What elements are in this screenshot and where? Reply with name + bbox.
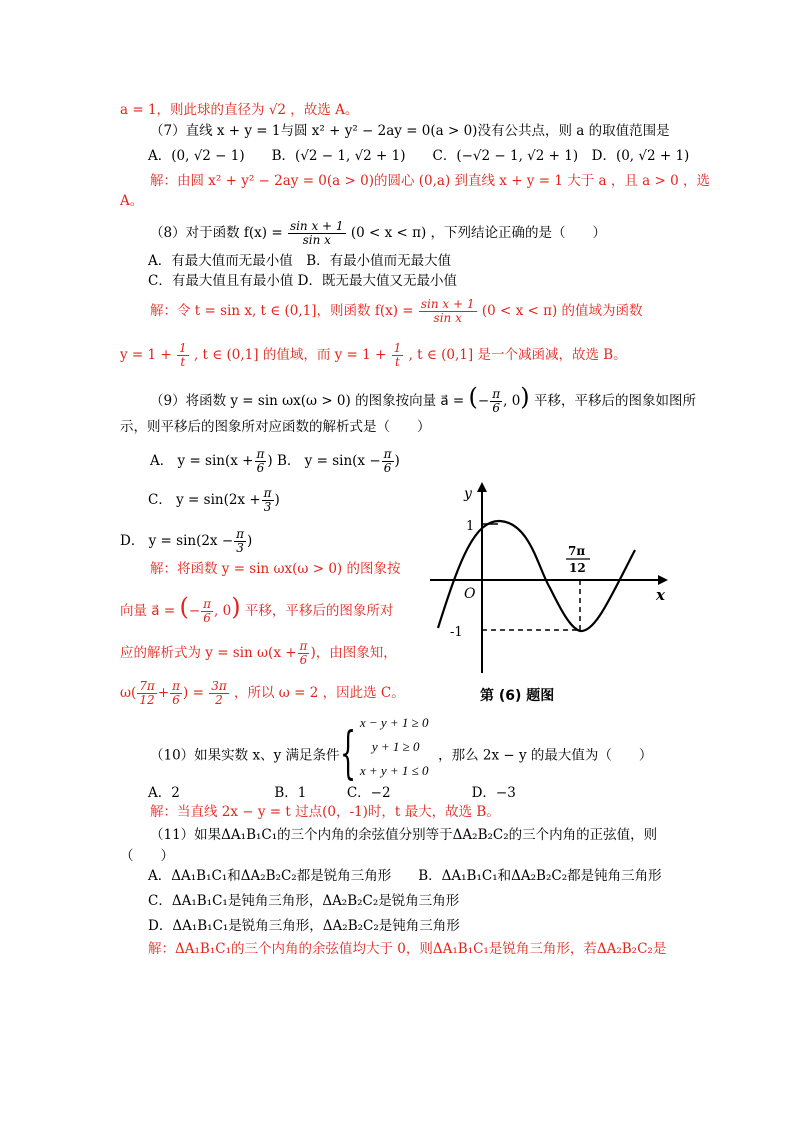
q9s2-text-a: 向量 a⃗ = xyxy=(120,603,176,619)
paren-r: ) xyxy=(267,453,273,469)
question-8-solution-1 xyxy=(150,298,643,325)
q8s-text-a: 解：令 t = sin x, t ∈ (0,1]，则函数 f(x) = xyxy=(150,303,414,319)
y-axis-arrow-icon xyxy=(477,482,487,492)
paren-r: ) xyxy=(274,492,280,508)
frac-den: 6 xyxy=(492,401,500,415)
question-9-line-1 xyxy=(150,383,696,415)
frac-den: 3 xyxy=(236,541,244,555)
question-9-solution-3 xyxy=(120,640,397,667)
q8-text-b: (0 < x < π) ，下列结论正确的是（ ） xyxy=(350,225,607,241)
q8-fraction xyxy=(288,220,346,247)
frac-den: sin x xyxy=(302,233,331,247)
frac-num: π xyxy=(383,447,392,461)
q9s2-text-b: 平移，平移后的图象所对 xyxy=(244,603,394,619)
x-axis-label: x xyxy=(656,586,665,604)
q9s4-frac-1 xyxy=(137,680,157,707)
frac-num: sin x + 1 xyxy=(289,219,344,233)
origin-label: O xyxy=(464,586,476,602)
y-axis-label: y xyxy=(464,486,472,502)
paren-r: ) xyxy=(394,453,400,469)
question-11-line-2: （ ） xyxy=(120,848,174,864)
brace-icon: { xyxy=(339,721,356,786)
question-9-line-2: 示，则平移后的图象所对应函数的解析式是（ ） xyxy=(120,419,431,435)
frac-num: π xyxy=(203,597,212,611)
q9s4-frac-2 xyxy=(170,680,182,707)
question-7-options: A．(0, √2 − 1) B．(√2 − 1, √2 + 1) C．(−√2 − 1, √2 + 1) D．(0, √2 + 1) xyxy=(148,148,690,164)
constraint-system xyxy=(339,715,434,790)
q9-option-a-frac xyxy=(255,448,267,475)
line-prev-answer: a = 1，则此球的直径为 √2 ，故选 A。 xyxy=(120,102,359,118)
vector-paren-r: ) xyxy=(520,383,530,411)
question-10-solution: 解：当直线 2x − y = t 过点(0，-1)时，t 最大，故选 B。 xyxy=(150,804,500,820)
q9-option-c-frac xyxy=(262,487,274,514)
q9s3-fraction xyxy=(298,640,310,667)
question-7: （7）直线 x + y = 1与圆 x² + y² − 2ay = 0(a > 0)没有公共点，则 a 的取值范围是 xyxy=(150,123,670,139)
frac-den: sin x xyxy=(433,311,462,325)
question-8-solution-2 xyxy=(120,342,627,369)
x-axis-arrow-icon xyxy=(658,575,668,585)
constraint-2: y + 1 ≥ 0 xyxy=(371,739,420,754)
q8s2-text-b: , t ∈ (0,1] 的值域，而 y = 1 + xyxy=(193,347,387,363)
question-11-line-1: （11）如果ΔA₁B₁C₁的三个内角的余弦值分别等于ΔA₂B₂C₂的三个内角的正弦值，则 xyxy=(150,827,658,843)
frac-den: 12 xyxy=(139,693,155,707)
frac-num: π xyxy=(263,486,272,500)
frac-den: 3 xyxy=(263,500,272,514)
vector-zero: , 0 xyxy=(503,393,521,409)
vector-paren-l: ( xyxy=(179,593,189,621)
constraint-1: x − y + 1 ≥ 0 xyxy=(359,715,429,730)
question-10-options: A．2 B．1 C．−2 D．−3 xyxy=(148,785,516,801)
peak-label-denominator: 12 xyxy=(569,561,586,575)
frac-den: 6 xyxy=(203,611,211,625)
frac-num: π xyxy=(256,447,265,461)
tick-minus-one-label: -1 xyxy=(450,625,463,640)
q8-text-a: （8）对于函数 f(x) = xyxy=(150,225,283,241)
tick-one-label: 1 xyxy=(466,519,475,534)
q9s3-text-b: )，由图象知， xyxy=(310,645,397,661)
question-8-option-1: A．有最大值而无最小值 B．有最小值而无最大值 xyxy=(148,253,452,269)
q9-text-b: 平移，平移后的图象如图所 xyxy=(533,393,696,409)
sine-graph-figure xyxy=(420,478,670,718)
frac-den: 6 xyxy=(256,461,265,475)
q9s4-frac-3 xyxy=(209,680,229,707)
q8s2-fraction-2 xyxy=(392,342,404,369)
q9s3-text-a: 应的解析式为 y = sin ω(x + xyxy=(120,645,297,661)
q9s4-text-c: ，所以 ω = 2 ，因此选 C。 xyxy=(234,685,405,701)
q10-text-a: （10）如果实数 x、y 满足条件 xyxy=(150,747,340,764)
frac-num: π xyxy=(236,527,245,541)
figure-caption: 第 (6) 题图 xyxy=(480,688,555,704)
q8s2-text-a: y = 1 + xyxy=(120,347,172,363)
question-9-option-d xyxy=(120,528,252,555)
frac-num: 7π xyxy=(139,679,155,693)
frac-num: sin x + 1 xyxy=(420,297,475,311)
q9s4-text-a: ω( xyxy=(120,685,137,701)
question-11-option-ab: A．ΔA₁B₁C₁和ΔA₂B₂C₂都是锐角三角形 B．ΔA₁B₁C₁和ΔA₂B₂C₂都是钝角三角形 xyxy=(148,868,662,884)
q9-vector-fraction xyxy=(490,388,502,415)
question-11-solution: 解：ΔA₁B₁C₁的三个内角的余弦值均大于 0，则ΔA₁B₁C₁是锐角三角形，若ΔA₂B₂C₂是 xyxy=(148,941,667,957)
q9-option-d-frac xyxy=(234,528,246,555)
question-8 xyxy=(150,220,606,247)
frac-num: 1 xyxy=(393,341,402,355)
frac-num: π xyxy=(492,387,501,401)
vector-minus: − xyxy=(477,393,490,409)
question-11-option-d: D．ΔA₁B₁C₁是锐角三角形，ΔA₂B₂C₂是钝角三角形 xyxy=(148,918,460,934)
q9-option-b-frac xyxy=(382,448,394,475)
frac-den: 6 xyxy=(172,693,180,707)
frac-den: 6 xyxy=(299,653,308,667)
q9-option-c-text: C． y = sin(2x + xyxy=(148,492,261,508)
q9-text-a: （9）将函数 y = sin ωx(ω > 0) 的图象按向量 a⃗ = xyxy=(150,393,465,409)
peak-label-numerator: 7π xyxy=(568,544,586,558)
frac-num: 3π xyxy=(211,679,227,693)
q9-option-d-text: D． y = sin(2x − xyxy=(120,533,234,549)
vector-paren-r: ) xyxy=(231,593,241,621)
question-9-solution-4: ω( $\frac{7\pi}{12}$ + $\frac{\pi}{6}$ ) = $\frac{3\pi}{2}$ ，所以 ω = 2 ，因此选 C。 xyxy=(120,679,405,707)
q8s2-text-c: , t ∈ (0,1] 是一个减函减，故选 B。 xyxy=(408,347,627,363)
frac-den: 6 xyxy=(383,461,392,475)
q9s4-text-b: ) = xyxy=(183,685,204,701)
frac-den: 2 xyxy=(215,693,223,707)
question-9-solution-2 xyxy=(120,593,394,625)
q9-option-a: A． y = sin(x + xyxy=(150,453,254,469)
vector-zero: , 0 xyxy=(214,603,232,619)
question-10 xyxy=(150,715,653,790)
frac-den: t xyxy=(395,355,400,369)
q9-option-b: B． y = sin(x − xyxy=(276,453,381,469)
frac-num: π xyxy=(172,679,181,693)
q8s-fraction xyxy=(419,298,477,325)
q10-text-b: ，那么 2x − y 的最大值为（ ） xyxy=(438,747,653,764)
paren-r: ) xyxy=(247,533,253,549)
question-9-solution-1: 解：将函数 y = sin ωx(ω > 0) 的图象按 xyxy=(150,561,401,577)
q8s-text-b: (0 < x < π) 的值域为函数 xyxy=(481,303,643,319)
vector-minus: − xyxy=(188,603,201,619)
constraint-3: x + y + 1 ≤ 0 xyxy=(359,763,429,778)
question-9-option-c xyxy=(148,487,280,514)
question-8-option-2: C．有最大值且有最小值 D．既无最大值又无最小值 xyxy=(148,273,457,289)
vector-paren-l: ( xyxy=(468,383,478,411)
question-7-solution-2: A。 xyxy=(120,193,144,209)
q8s2-fraction-1 xyxy=(177,342,189,369)
question-11-option-c: C．ΔA₁B₁C₁是钝角三角形，ΔA₂B₂C₂是锐角三角形 xyxy=(148,893,460,909)
sine-curve xyxy=(438,521,635,631)
frac-den: t xyxy=(180,355,186,369)
question-7-solution-1: 解：由圆 x² + y² − 2ay = 0(a > 0)的圆心 (0,a) 到直线 x + y = 1 大于 a ，且 a > 0 ，选 xyxy=(150,173,710,189)
frac-num: 1 xyxy=(179,341,187,355)
question-9-options-ab xyxy=(150,448,400,475)
q9s2-vector-fraction xyxy=(201,598,213,625)
frac-num: π xyxy=(299,639,308,653)
